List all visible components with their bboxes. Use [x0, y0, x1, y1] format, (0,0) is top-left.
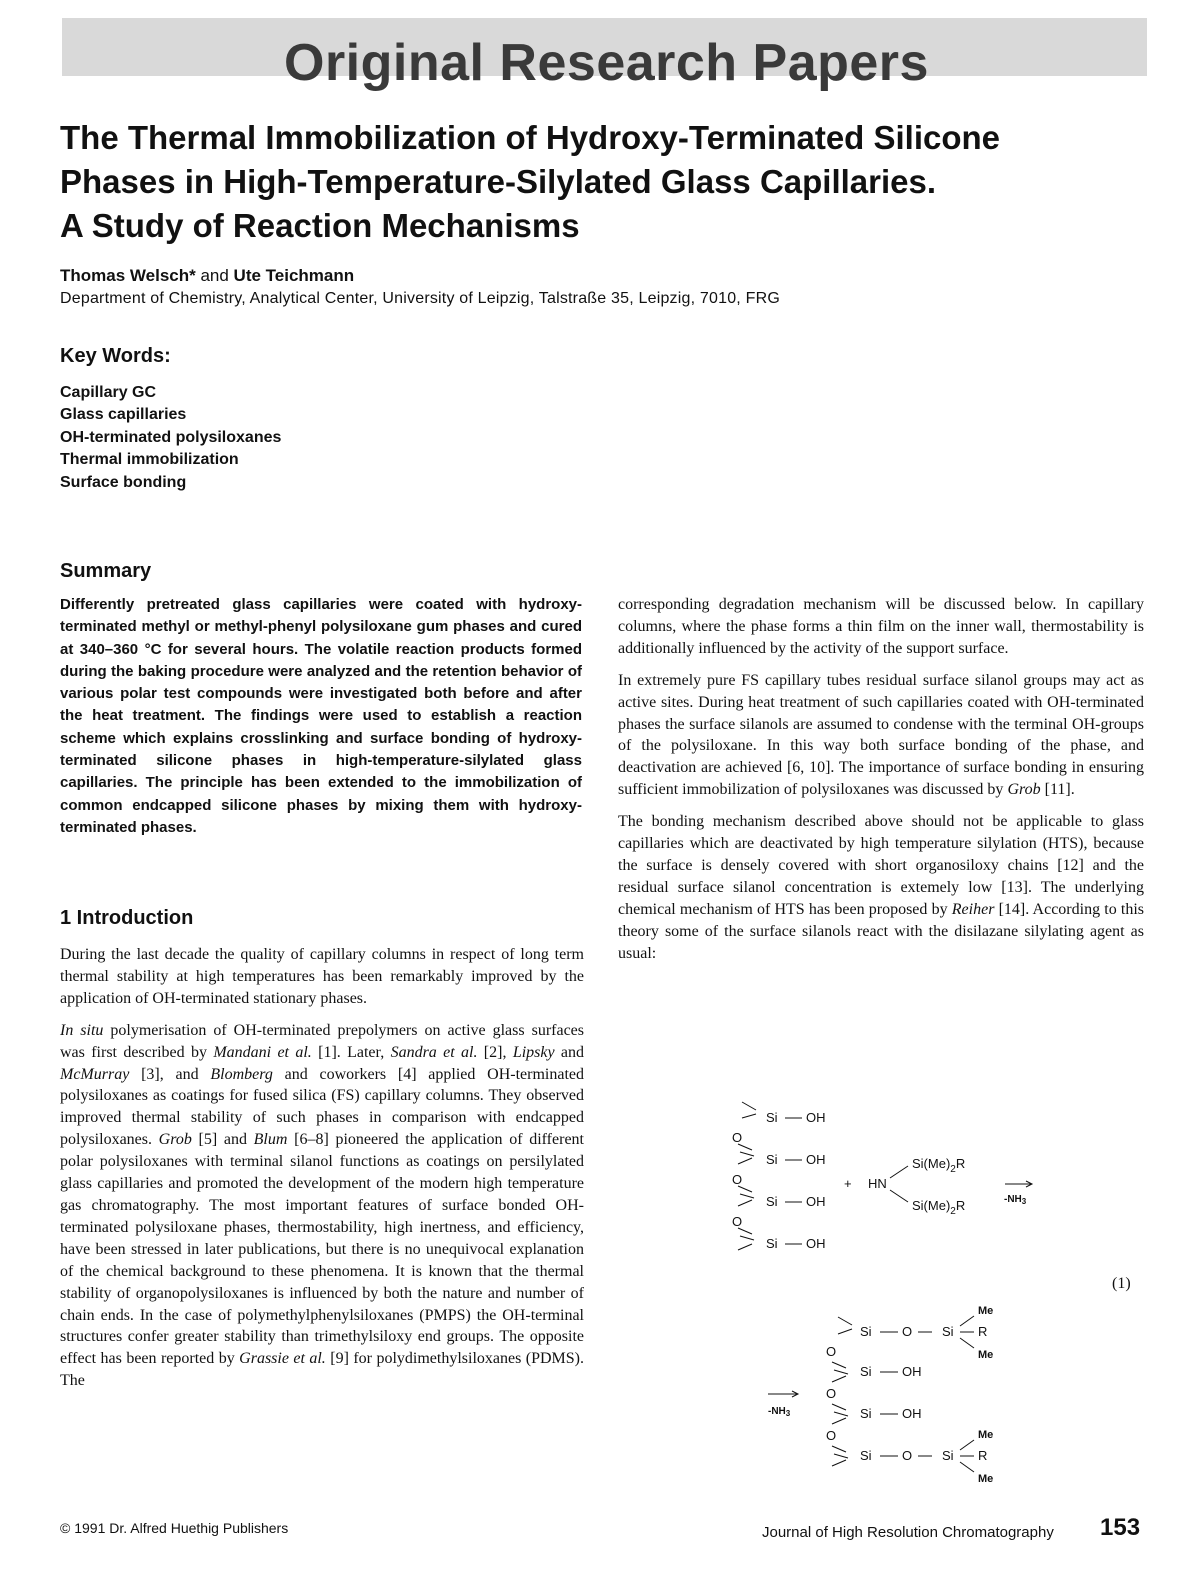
plus-sign: + [844, 1176, 852, 1191]
oh-label: OH [806, 1194, 826, 1209]
keywords-list [60, 382, 281, 494]
r-label: R [978, 1324, 988, 1339]
title-line: Phases in High-Temperature-Silylated Glass Capillaries. [60, 163, 937, 200]
right-column-body [618, 594, 1144, 975]
o-label: O [732, 1214, 743, 1229]
italic-run: Grob [1007, 781, 1041, 799]
oh-label: OH [806, 1236, 826, 1251]
si-label: Si [860, 1324, 872, 1339]
keywords-heading: Key Words: [60, 345, 171, 367]
text-run: [14]. According to this theory some of the surface silanols react with the disilazane silylating agent as usual: [618, 900, 1144, 962]
oh-label: OH [806, 1110, 826, 1125]
me-label: Me [978, 1305, 994, 1317]
body-paragraph: corresponding degradation mechanism will be discussed below. In capillary columns, where the phase forms a thin film on the inner wall, thermostability is additionally influenced by the activity of the support surface. [618, 596, 1144, 657]
italic-run: In situ [60, 1021, 104, 1039]
italic-run: Blum [253, 1131, 288, 1149]
me-label: Me [978, 1429, 994, 1441]
italic-run: Sandra et al. [390, 1043, 478, 1061]
title-line: The Thermal Immobilization of Hydroxy-Terminated Silicone [60, 119, 1001, 156]
o-label: O [732, 1172, 743, 1187]
body-paragraph [618, 811, 1144, 964]
intro-paragraph [60, 1020, 584, 1392]
si-label: Si [860, 1448, 872, 1463]
si-label: Si [942, 1448, 954, 1463]
affiliation: Department of Chemistry, Analytical Center, University of Leipzig, Talstraße 35, Leipzig, 7010, FRG [60, 290, 780, 307]
section-banner [62, 18, 1147, 92]
si-label: Si [766, 1194, 778, 1209]
intro-paragraph: During the last decade the quality of capillary columns in respect of long term thermal stability at high temperatures has been remarkably improved by the application of OH-terminated stationary phases. [60, 946, 584, 1007]
text-run: [2], [477, 1043, 513, 1061]
silylating-group-label: $Si(Me)_2R$ [912, 1156, 966, 1175]
byproduct-label: $-NH_3$ [1004, 1194, 1027, 1206]
italic-run: Grassie et al. [239, 1350, 326, 1368]
article-title [60, 116, 1150, 248]
hn-label: HN [868, 1176, 887, 1191]
italic-run: Lipsky [512, 1043, 555, 1061]
byproduct-label: $-NH_3$ [768, 1406, 791, 1418]
me-label: Me [978, 1349, 994, 1361]
r-label: R [978, 1448, 988, 1463]
summary-heading: Summary [60, 560, 152, 582]
oh-label: OH [902, 1406, 922, 1421]
oh-label: OH [806, 1152, 826, 1167]
banner-title: Original Research Papers [284, 34, 929, 92]
title-line: A Study of Reaction Mechanisms [60, 207, 580, 244]
o-label: O [902, 1324, 913, 1339]
keyword-item: Surface bonding [60, 473, 187, 491]
o-label: O [732, 1130, 743, 1145]
si-label: Si [766, 1236, 778, 1251]
italic-run: Mandani et al. [213, 1043, 312, 1061]
text-run: and coworkers [4] applied OH-terminated polysiloxanes as coatings for fused silica (FS) capillary columns. They observed improved thermal stability of such phases in comparison with endcapped polysiloxanes. [60, 1065, 584, 1149]
keyword-item: Thermal immobilization [60, 451, 239, 469]
o-label: O [826, 1386, 837, 1401]
italic-run: Grob [158, 1131, 192, 1149]
si-label: Si [766, 1152, 778, 1167]
text-run: [6–8] pioneered the application of different polar polysiloxanes with terminal silanol functions as coatings on persilylated glass capillaries and promoted the development of the modern high temperature gas chromatography. The most important features of surface bonded OH-terminated polysiloxane phases, thermostability, high inertness, and efficiency, have been stressed in later publications, but there is no unequivocal explanation of the chemical background to these phenomena. It is known that the thermal stability of organopolysiloxanes is influenced by both the nature and number of chain ends. In the case of polymethylphenylsiloxanes (PMPS) the OH-terminal structures confer greater stability than trimethylsiloxy end groups. The opposite effect has been reported by [60, 1131, 584, 1368]
si-label: Si [942, 1324, 954, 1339]
left-column-body [60, 944, 584, 1402]
author-name: Ute Teichmann [233, 266, 355, 285]
italic-run: McMurray [60, 1065, 130, 1083]
author-name: Thomas Welsch* [60, 266, 196, 285]
text-run: [1]. Later, [311, 1043, 391, 1061]
keyword-item: Glass capillaries [60, 406, 187, 424]
equation-number: (1) [1112, 1275, 1131, 1292]
text-run: [5] and [191, 1131, 254, 1149]
authors [60, 266, 354, 286]
summary-abstract: Differently pretreated glass capillaries were coated with hydroxy-terminated methyl or methyl-phenyl polysiloxane gum phases and cured at 340–360 °C for several hours. The volatile reaction products formed during the baking procedure were analyzed and the retention behavior of various polar test compounds were investigated both before and after the heat treatment. The findings were used to establish a reaction scheme which explains crosslinking and surface bonding of hydroxy-terminated silicone phases in high-temperature-silylated glass capillaries. The principle has been extended to the immobilization of common endcapped silicone phases by mixing them with hydroxy-terminated phases. [60, 596, 582, 836]
page-number: 153 [1100, 1514, 1141, 1541]
me-label: Me [978, 1473, 994, 1485]
text-run: In extremely pure FS capillary tubes residual surface silanol groups may act as active sites. During heat treatment of such capillaries coated with OH-terminated phases the surface silanols are assumed to condense with the terminal OH-groups of the polysiloxane. In this way both surface bonding of the phase, and deactivation are achieved [6, 10]. The importance of surface bonding in ensuring sufficient immobilization of polysiloxanes was discussed by [618, 671, 1144, 799]
keyword-item: OH-terminated polysiloxanes [60, 428, 282, 446]
italic-run: Reiher [951, 900, 995, 918]
si-label: Si [860, 1364, 872, 1379]
text-run: polymerisation of OH-terminated prepolymers on active glass surfaces was first described by [60, 1021, 585, 1061]
keyword-item: Capillary GC [60, 384, 157, 401]
silylating-group-label: $Si(Me)_2R$ [912, 1198, 966, 1217]
text-run: and [554, 1043, 585, 1061]
footer-copyright: © 1991 Dr. Alfred Huethig Publishers [60, 1520, 289, 1536]
italic-run: Blomberg [210, 1065, 273, 1083]
si-label: Si [766, 1110, 778, 1125]
introduction-heading: 1 Introduction [60, 907, 194, 929]
si-label: Si [860, 1406, 872, 1421]
o-label: O [826, 1344, 837, 1359]
text-run: [9] for polydimethylsiloxanes (PDMS). The [60, 1350, 584, 1390]
text-run: [11]. [1040, 781, 1075, 799]
oh-label: OH [902, 1364, 922, 1379]
author-joiner: and [195, 266, 234, 285]
o-label: O [902, 1448, 913, 1463]
footer-journal-name: Journal of High Resolution Chromatography [762, 1524, 1054, 1541]
o-label: O [826, 1428, 837, 1443]
text-run: [3], and [129, 1065, 211, 1083]
reaction-scheme [720, 1090, 1150, 1500]
text-run: The bonding mechanism described above should not be applicable to glass capillaries which are deactivated by high temperature silylation (HTS), because the surface is densely covered with short organosiloxy chains [12] and the residual surface silanol concentration is extemely low [13]. The underlying chemical mechanism of HTS has been proposed by [618, 813, 1144, 918]
body-paragraph [618, 670, 1144, 801]
